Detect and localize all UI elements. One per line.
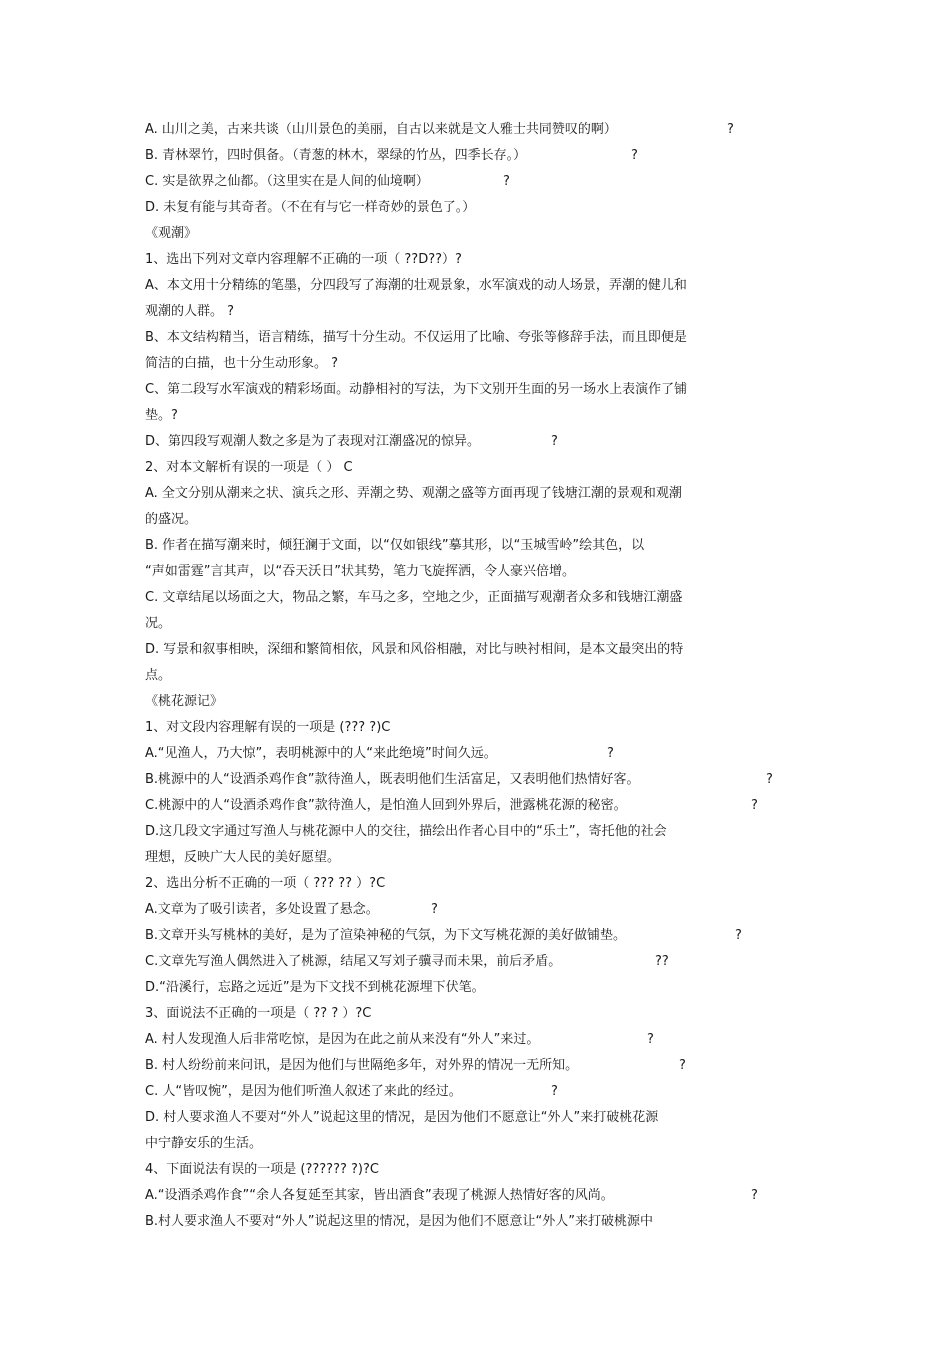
text-line: C.桃源中的人“设酒杀鸡作食”款待渔人，是怕渔人回到外界后，泄露桃花源的秘密。 — [145, 798, 627, 813]
text-line: C、第二段写水军演戏的精彩场面。动静相衬的写法，为下文别开生面的另一场水上表演作了铺 — [145, 382, 688, 397]
text-line: D. 未复有能与其奇者。（不在有与它一样奇妙的景色了。） — [145, 200, 476, 215]
question-mark: ? — [751, 798, 758, 813]
question-mark: ? — [735, 928, 742, 943]
question-heading: 3、面说法不正确的一项是（ ?? ? ）?C — [145, 1006, 372, 1021]
text-line: D.“沿溪行，忘路之远近”是为下文找不到桃花源埋下伏笔。 — [145, 980, 485, 995]
text-line: 中宁静安乐的生活。 — [145, 1136, 263, 1151]
text-line: 垫。? — [145, 408, 178, 423]
question-mark: ? — [647, 1032, 654, 1047]
text-line: B.村人要求渔人不要对“外人”说起这里的情况，是因为他们不愿意让“外人”来打破桃源中 — [145, 1214, 653, 1229]
text-line: B. 作者在描写潮来时，倾狂澜于文面，以“仅如银线”摹其形，以“玉城雪岭”绘其色，以 — [145, 538, 645, 553]
text-line: B.桃源中的人“设酒杀鸡作食”款待渔人，既表明他们生活富足，又表明他们热情好客。 — [145, 772, 640, 787]
text-line: C. 实是欲界之仙都。（这里实在是人间的仙境啊） — [145, 174, 429, 189]
text-line: B. 青林翠竹，四时俱备。（青葱的林木，翠绿的竹丛，四季长存。） — [145, 148, 527, 163]
section-title: 《桃花源记》 — [145, 694, 224, 709]
question-mark: ? — [751, 1188, 758, 1203]
text-line: 的盛况。 — [145, 512, 198, 527]
question-mark: ? — [679, 1058, 686, 1073]
text-line: B.文章开头写桃林的美好，是为了渲染神秘的气氛，为下文写桃花源的美好做铺垫。 — [145, 928, 627, 943]
question-heading: 1、对文段内容理解有误的一项是 (??? ?)C — [145, 720, 391, 735]
text-line: D、第四段写观潮人数之多是为了表现对江潮盛况的惊异。 — [145, 434, 481, 449]
text-line: “声如雷霆”言其声，以“吞天沃日”状其势，笔力飞旋挥洒，令人豪兴倍增。 — [145, 564, 575, 579]
text-line: 点。 — [145, 668, 172, 683]
question-heading: 4、下面说法有误的一项是 (?????? ?)?C — [145, 1162, 379, 1177]
question-mark: ? — [551, 434, 558, 449]
question-heading: 2、选出分析不正确的一项（ ??? ?? ）?C — [145, 876, 386, 891]
text-line: C.文章先写渔人偶然进入了桃源，结尾又写刘子骥寻而未果，前后矛盾。 — [145, 954, 562, 969]
text-line: A、本文用十分精练的笔墨，分四段写了海潮的壮观景象，水军演戏的动人场景，弄潮的健儿和 — [145, 278, 687, 293]
text-line: D.这几段文字通过写渔人与桃花源中人的交往，描绘出作者心目中的“乐土”，寄托他的社会 — [145, 824, 667, 839]
text-line: 况。 — [145, 616, 172, 631]
question-mark: ? — [727, 122, 734, 137]
question-mark: ? — [631, 148, 638, 163]
text-line: 简洁的白描，也十分生动形象。 ? — [145, 356, 339, 371]
question-mark: ? — [503, 174, 510, 189]
text-line: D. 写景和叙事相映，深细和繁简相依，风景和风俗相融，对比与映衬相间，是本文最突出的特 — [145, 642, 684, 657]
text-line: A. 全文分别从潮来之状、演兵之形、弄潮之势、观潮之盛等方面再现了钱塘江潮的景观和观潮 — [145, 486, 682, 501]
question-heading: 1、选出下列对文章内容理解不正确的一项（ ??D??）? — [145, 252, 462, 267]
question-mark: ? — [551, 1084, 558, 1099]
text-line: A.“见渔人，乃大惊”，表明桃源中的人“来此绝境”时间久远。 — [145, 746, 497, 761]
text-line: 观潮的人群。 ? — [145, 304, 235, 319]
question-heading: 2、对本文解析有误的一项是（ ） C — [145, 460, 353, 475]
text-line: A. 山川之美，古来共谈（山川景色的美丽，自古以来就是文人雅士共同赞叹的啊） — [145, 122, 617, 137]
text-line: C. 人“皆叹惋”，是因为他们听渔人叙述了来此的经过。 — [145, 1084, 462, 1099]
text-line: C. 文章结尾以场面之大，物品之繁，车马之多，空地之少，正面描写观潮者众多和钱塘江潮盛 — [145, 590, 683, 605]
section-title: 《观潮》 — [145, 226, 198, 241]
text-line: D. 村人要求渔人不要对“外人”说起这里的情况，是因为他们不愿意让“外人”来打破桃花源 — [145, 1110, 659, 1125]
text-line: A.文章为了吸引读者，多处设置了悬念。 — [145, 902, 379, 917]
text-line: B、本文结构精当，语言精练，描写十分生动。不仅运用了比喻、夸张等修辞手法，而且即便是 — [145, 330, 687, 345]
text-line: A. 村人发现渔人后非常吃惊，是因为在此之前从来没有“外人”来过。 — [145, 1032, 540, 1047]
question-mark: ? — [766, 772, 773, 787]
question-mark: ? — [607, 746, 614, 761]
question-mark: ? — [431, 902, 438, 917]
text-line: 理想，反映广大人民的美好愿望。 — [145, 850, 341, 865]
text-line: A.“设酒杀鸡作食”“余人各复延至其家，皆出酒食”表现了桃源人热情好客的风尚。 — [145, 1188, 614, 1203]
text-line: B. 村人纷纷前来问讯，是因为他们与世隔绝多年，对外界的情况一无所知。 — [145, 1058, 579, 1073]
question-mark: ?? — [655, 954, 669, 969]
